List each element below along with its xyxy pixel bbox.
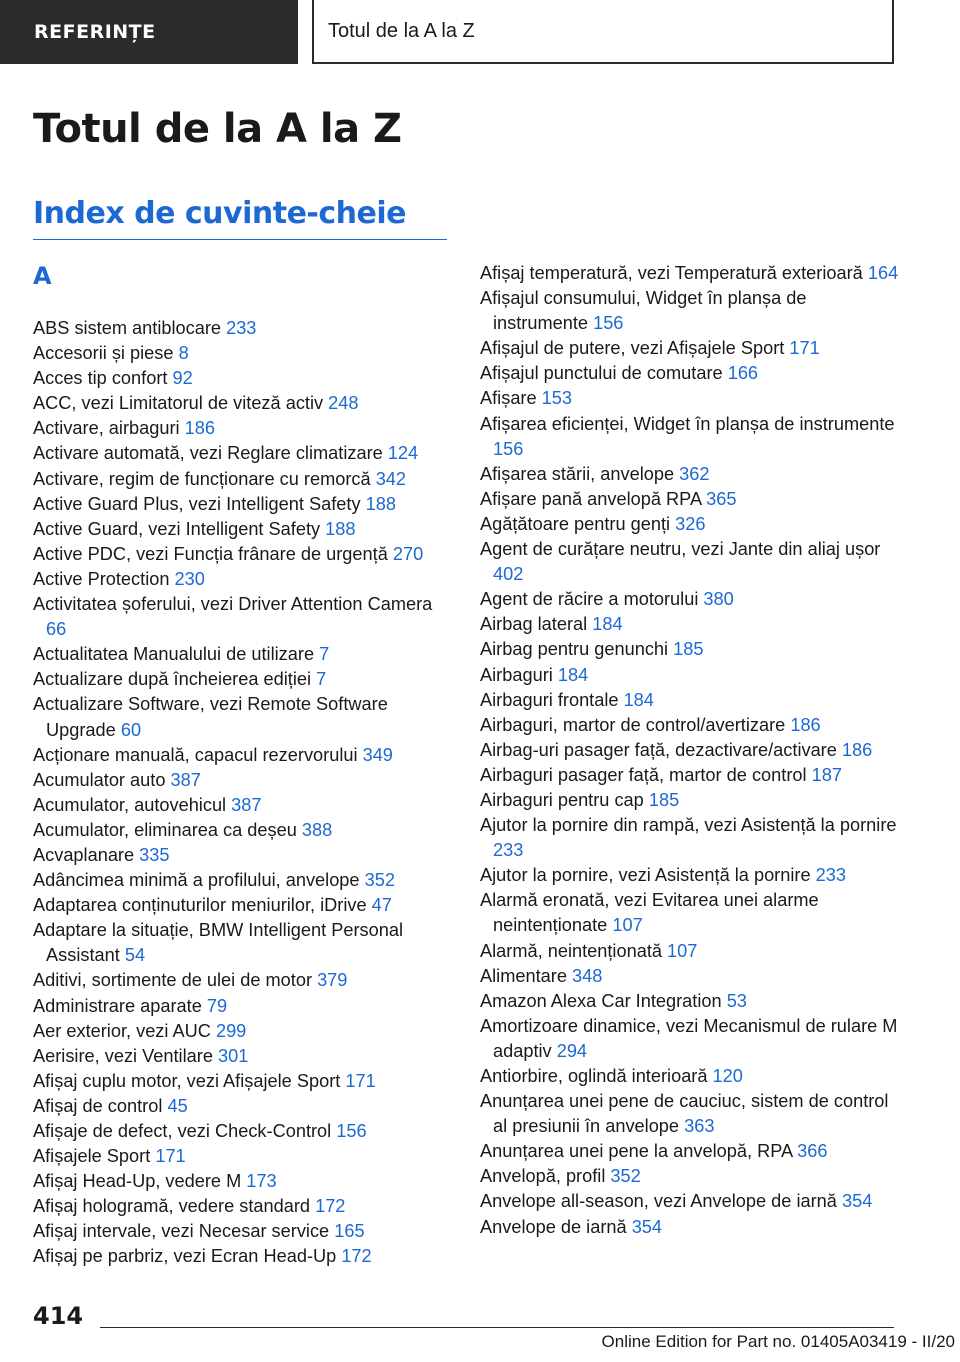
- index-entry-term: Afișaj Head-Up, vedere M: [33, 1171, 247, 1192]
- index-entry-page-link[interactable]: 171: [345, 1070, 376, 1091]
- index-entry-term: Afișaj cuplu motor, vezi Afișajele Sport: [33, 1070, 346, 1091]
- index-entry: [33, 893, 451, 918]
- index-entry: [480, 964, 900, 989]
- index-entry: [33, 341, 451, 366]
- index-entry-term: Afișajul de putere, vezi Afișajele Sport: [480, 338, 790, 359]
- index-entry: [480, 1139, 900, 1164]
- index-entry-term: Ajutor la pornire din rampă, vezi Asistență la pornire: [480, 815, 897, 836]
- index-entry: [33, 1094, 451, 1119]
- index-entry: [33, 692, 451, 742]
- index-entry-page-link[interactable]: 7: [319, 644, 330, 665]
- index-entry-term: Afișajul punctului de comutare: [480, 363, 728, 384]
- index-entry-page-link[interactable]: 187: [811, 764, 842, 785]
- index-entry-page-link[interactable]: 335: [139, 844, 170, 865]
- index-entry: [480, 688, 900, 713]
- index-entry-page-link[interactable]: 165: [334, 1221, 365, 1242]
- index-entry-term: Afișaj hologramă, vedere standard: [33, 1196, 316, 1217]
- index-entry: [480, 1089, 900, 1139]
- index-entry: [33, 642, 451, 667]
- index-entry-page-link[interactable]: 188: [325, 518, 356, 539]
- index-entry-term: Aer exterior, vezi AUC: [33, 1020, 216, 1041]
- index-entry-page-link[interactable]: 233: [493, 840, 524, 861]
- index-column-right: [480, 261, 900, 1240]
- index-entry-page-link[interactable]: 156: [593, 313, 624, 334]
- index-entry: [480, 462, 900, 487]
- index-entry-page-link[interactable]: 233: [226, 318, 257, 338]
- index-entry-term: Activare automată, vezi Reglare climatizare: [33, 443, 388, 464]
- index-entry-term: Afișaje de defect, vezi Check-Control: [33, 1121, 337, 1141]
- index-entry: [480, 637, 900, 662]
- index-entry-term: Afișare pană anvelopă RPA: [480, 488, 707, 509]
- index-entry-page-link[interactable]: 270: [392, 543, 424, 564]
- index-entry: [480, 1164, 900, 1189]
- index-entry-page-link[interactable]: 8: [178, 343, 189, 364]
- index-entry-page-link[interactable]: 185: [673, 639, 704, 660]
- index-entry-term: Afișaj temperatură, vezi Temperatură exterioară: [480, 263, 868, 283]
- index-entry-term: Airbag-uri pasager față, dezactivare/activare: [480, 739, 842, 760]
- index-entry-page-link[interactable]: 388: [301, 819, 333, 840]
- index-entry-term: Airbaguri, martor de control/avertizare: [480, 714, 791, 735]
- index-entry-term: ACC, vezi Limitatorul de viteză activ: [33, 393, 329, 414]
- index-entry: [480, 361, 900, 386]
- index-entry: [480, 512, 900, 537]
- index-entry-term: Anvelope de iarnă: [480, 1216, 632, 1237]
- header-chapter-label: Totul de la A la Z: [328, 19, 475, 42]
- index-entry-term: Afișaj pe parbriz, vezi Ecran Head-Up: [33, 1246, 342, 1267]
- index-letter-heading: A: [33, 262, 52, 290]
- index-entry-page-link[interactable]: 172: [315, 1196, 346, 1217]
- index-entry: [480, 663, 900, 688]
- header-section-tab: [0, 0, 298, 64]
- index-entry-page-link[interactable]: 380: [703, 589, 734, 610]
- index-entry-page-link[interactable]: 124: [387, 443, 419, 464]
- index-entry-term: Afișaj de control: [33, 1095, 168, 1116]
- index-entry: [33, 768, 451, 793]
- index-entry-term: Administrare aparate: [33, 995, 207, 1016]
- index-entry: [480, 261, 900, 286]
- index-entry-page-link[interactable]: 230: [174, 568, 205, 589]
- page-number: 414: [33, 1302, 84, 1330]
- index-entry: [33, 316, 451, 341]
- index-entry-page-link[interactable]: 171: [789, 338, 820, 359]
- index-entry: [480, 788, 900, 813]
- index-entry: [33, 492, 451, 517]
- index-entry-term: Aditivi, sortimente de ulei de motor: [33, 970, 318, 991]
- index-entry: [480, 412, 900, 462]
- index-entry: [33, 467, 451, 492]
- index-entry-page-link[interactable]: 79: [206, 995, 228, 1016]
- index-entry: [33, 416, 451, 441]
- index-entry-page-link[interactable]: 362: [679, 463, 710, 484]
- index-entry-page-link[interactable]: 172: [341, 1246, 372, 1267]
- index-entry: [480, 713, 900, 738]
- index-entry-term: Active Guard Plus, vezi Intelligent Safety: [33, 493, 366, 514]
- index-entry-page-link[interactable]: 363: [684, 1116, 715, 1137]
- index-entry-term: Alimentare: [480, 965, 572, 986]
- index-entry: [33, 743, 451, 768]
- index-entry-page-link[interactable]: 326: [675, 513, 706, 534]
- index-entry-page-link[interactable]: 294: [556, 1040, 588, 1061]
- index-entry-page-link[interactable]: 92: [172, 368, 193, 389]
- index-entry-page-link[interactable]: 352: [610, 1166, 641, 1187]
- index-entry-term: Adaptare la situație, BMW Intelligent Personal Assistant: [33, 920, 404, 966]
- index-entry-page-link[interactable]: 387: [231, 794, 262, 815]
- index-entry-page-link[interactable]: 107: [667, 940, 698, 961]
- index-entry-term: Acumulator auto: [33, 769, 171, 790]
- index-entry-page-link[interactable]: 7: [316, 669, 327, 690]
- index-entry-term: Aerisire, vezi Ventilare: [33, 1045, 218, 1066]
- index-entry-term: Airbaguri: [480, 664, 558, 685]
- index-entry-term: Anvelope all-season, vezi Anvelope de iarnă: [480, 1191, 842, 1212]
- index-entry: [33, 1144, 451, 1169]
- index-entry-page-link[interactable]: 186: [184, 418, 215, 439]
- section-title: Index de cuvinte-cheie: [33, 196, 406, 231]
- index-entry-page-link[interactable]: 365: [706, 488, 737, 509]
- index-entry: [480, 587, 900, 612]
- index-entry-page-link[interactable]: 186: [841, 739, 873, 760]
- index-entry: [33, 1169, 451, 1194]
- index-entry-page-link[interactable]: 184: [557, 664, 589, 685]
- index-entry-term: Airbag lateral: [480, 614, 593, 635]
- index-entry: [480, 487, 900, 512]
- index-entry: [480, 763, 900, 788]
- index-entry: [33, 667, 451, 692]
- index-entry-page-link[interactable]: 379: [317, 970, 348, 991]
- index-entry-page-link[interactable]: 156: [493, 438, 524, 459]
- index-entry-page-link[interactable]: 387: [170, 769, 201, 790]
- index-entry-term: Alarmă, neintenționată: [480, 940, 668, 961]
- index-entry: [33, 868, 451, 893]
- index-entry-page-link[interactable]: 299: [215, 1020, 247, 1041]
- index-entry-term: Airbaguri pentru cap: [480, 789, 649, 810]
- index-entry: [33, 968, 451, 993]
- index-entry-page-link[interactable]: 352: [364, 870, 395, 891]
- index-entry-term: Adâncimea minimă a profilului, anvelope: [33, 870, 365, 891]
- index-entry: [480, 813, 900, 863]
- index-entry-term: Anunțarea unei pene de cauciuc, sistem de control al presiunii în anvelope: [480, 1091, 889, 1137]
- index-entry-page-link[interactable]: 186: [790, 714, 821, 735]
- index-entry: [33, 793, 451, 818]
- index-entry: [33, 441, 451, 466]
- index-entry-page-link[interactable]: 301: [217, 1045, 249, 1066]
- index-entry: [480, 537, 900, 587]
- index-entry-term: Activare, regim de funcționare cu remorcă: [33, 468, 376, 489]
- index-entry-page-link[interactable]: 47: [371, 895, 392, 916]
- index-entry-term: Alarmă eronată, vezi Evitarea unei alarme neintenționate: [480, 890, 819, 936]
- header-chapter-box: [312, 0, 894, 64]
- index-entry-page-link[interactable]: 184: [592, 614, 623, 635]
- index-entry-term: Actualizare Software, vezi Remote Software Upgrade: [33, 694, 388, 740]
- index-entry-page-link[interactable]: 153: [541, 388, 573, 409]
- index-entry-page-link[interactable]: 366: [797, 1141, 828, 1162]
- index-entry-page-link[interactable]: 188: [365, 493, 396, 514]
- index-entry: [480, 939, 900, 964]
- index-entry-term: Actualizare după încheierea ediției: [33, 669, 317, 690]
- index-entry-term: Activare, airbaguri: [33, 418, 185, 439]
- index-entry-term: Agent de curățare neutru, vezi Jante din aliaj ușor: [480, 539, 881, 560]
- index-entry-page-link[interactable]: 354: [631, 1216, 663, 1237]
- index-entry: [33, 1194, 451, 1219]
- index-entry-page-link[interactable]: 53: [726, 990, 747, 1011]
- index-entry-term: Active PDC, vezi Funcția frânare de urgență: [33, 543, 393, 564]
- index-entry-page-link[interactable]: 54: [124, 945, 146, 966]
- index-entry-term: Adaptarea conținuturilor meniurilor, iDrive: [33, 895, 372, 916]
- index-entry: [33, 542, 451, 567]
- index-entry-term: Actualitatea Manualului de utilizare: [33, 644, 320, 665]
- index-entry-page-link[interactable]: 60: [120, 719, 142, 740]
- index-entry: [33, 1119, 451, 1144]
- section-divider: [33, 239, 447, 240]
- index-entry-term: Anvelopă, profil: [480, 1166, 611, 1187]
- index-entry: [480, 286, 900, 336]
- index-entry: [480, 336, 900, 361]
- index-entry: [480, 612, 900, 637]
- index-entry-page-link[interactable]: 349: [362, 744, 393, 765]
- index-entry: [480, 1189, 900, 1214]
- index-entry-term: Antiorbire, oglindă interioară: [480, 1066, 713, 1086]
- index-entry: [33, 843, 451, 868]
- footer-edition: Online Edition for Part no. 01405A03419 - II/20: [601, 1332, 955, 1351]
- index-entry: [33, 567, 451, 592]
- page-title: Totul de la A la Z: [33, 106, 402, 152]
- index-entry-term: Activitatea șoferului, vezi Driver Attention Camera: [33, 594, 433, 615]
- index-entry-page-link[interactable]: 156: [336, 1121, 367, 1141]
- index-entry-page-link[interactable]: 164: [867, 263, 899, 283]
- index-entry-term: Afișarea eficienței, Widget în planșa de instrumente: [480, 413, 895, 434]
- index-entry: [480, 386, 900, 411]
- index-entry-page-link[interactable]: 166: [727, 363, 759, 384]
- index-column-left: [33, 316, 451, 1270]
- index-entry-term: Anunțarea unei pene la anvelopă, RPA: [480, 1141, 798, 1162]
- index-entry-page-link[interactable]: 248: [328, 393, 359, 414]
- index-entry: [33, 1044, 451, 1069]
- index-entry-term: Acumulator, autovehicul: [33, 794, 232, 815]
- index-entry: [33, 994, 451, 1019]
- index-entry: [480, 888, 900, 938]
- index-entry-term: Active Protection: [33, 568, 175, 589]
- index-entry-page-link[interactable]: 173: [246, 1171, 277, 1192]
- header-section-label: REFERINȚE: [34, 21, 156, 43]
- index-entry-page-link[interactable]: 120: [712, 1066, 743, 1086]
- index-entry-page-link[interactable]: 66: [46, 619, 67, 640]
- index-entry-page-link[interactable]: 107: [612, 915, 643, 936]
- index-entry: [480, 1215, 900, 1240]
- index-entry-term: Acumulator, eliminarea ca deșeu: [33, 819, 302, 840]
- index-entry-term: Afișarea stării, anvelope: [480, 463, 680, 484]
- index-entry-page-link[interactable]: 354: [841, 1191, 873, 1212]
- index-entry-term: Amortizoare dinamice, vezi Mecanismul de rulare M adaptiv: [480, 1015, 898, 1061]
- index-entry: [480, 1014, 900, 1064]
- index-entry-term: Ajutor la pornire, vezi Asistență la pornire: [480, 865, 816, 886]
- index-entry-term: Afișajul consumului, Widget în planșa de instrumente: [480, 288, 807, 334]
- index-entry-term: Active Guard, vezi Intelligent Safety: [33, 518, 326, 539]
- index-entry-page-link[interactable]: 185: [648, 789, 680, 810]
- index-entry-page-link[interactable]: 45: [167, 1095, 188, 1116]
- index-entry-page-link[interactable]: 348: [572, 965, 603, 986]
- index-entry: [33, 1069, 451, 1094]
- index-entry: [33, 1219, 451, 1244]
- index-entry: [480, 1064, 900, 1089]
- index-entry-page-link[interactable]: 184: [623, 689, 654, 710]
- index-entry-term: Afișaj intervale, vezi Necesar service: [33, 1221, 335, 1242]
- index-entry: [480, 863, 900, 888]
- index-entry: [33, 918, 451, 968]
- index-entry-page-link[interactable]: 342: [375, 468, 407, 489]
- index-entry: [33, 818, 451, 843]
- index-entry: [33, 391, 451, 416]
- index-entry-term: Amazon Alexa Car Integration: [480, 990, 727, 1011]
- index-entry-page-link[interactable]: 171: [155, 1146, 186, 1167]
- index-entry-term: Agățătoare pentru genți: [480, 513, 676, 534]
- index-entry-term: Acces tip confort: [33, 368, 173, 389]
- index-entry-page-link[interactable]: 233: [815, 865, 846, 886]
- index-entry-term: Airbaguri pasager față, martor de control: [480, 764, 812, 785]
- index-entry: [480, 989, 900, 1014]
- footer-divider: [100, 1327, 894, 1328]
- index-entry-term: Agent de răcire a motorului: [480, 589, 704, 610]
- index-entry: [480, 738, 900, 763]
- index-entry-term: Afișajele Sport: [33, 1146, 156, 1167]
- index-entry: [33, 366, 451, 391]
- index-entry-term: Airbag pentru genunchi: [480, 639, 674, 660]
- index-entry: [33, 1244, 451, 1269]
- index-entry-term: Afișare: [480, 388, 542, 409]
- index-entry: [33, 517, 451, 542]
- index-entry-term: ABS sistem antiblocare: [33, 318, 227, 338]
- index-entry: [33, 1019, 451, 1044]
- index-entry: [33, 592, 451, 642]
- index-entry-term: Acționare manuală, capacul rezervorului: [33, 744, 363, 765]
- index-entry-page-link[interactable]: 402: [493, 564, 524, 585]
- index-entry-term: Accesorii și piese: [33, 343, 179, 364]
- index-entry-term: Acvaplanare: [33, 844, 140, 865]
- index-entry-term: Airbaguri frontale: [480, 689, 624, 710]
